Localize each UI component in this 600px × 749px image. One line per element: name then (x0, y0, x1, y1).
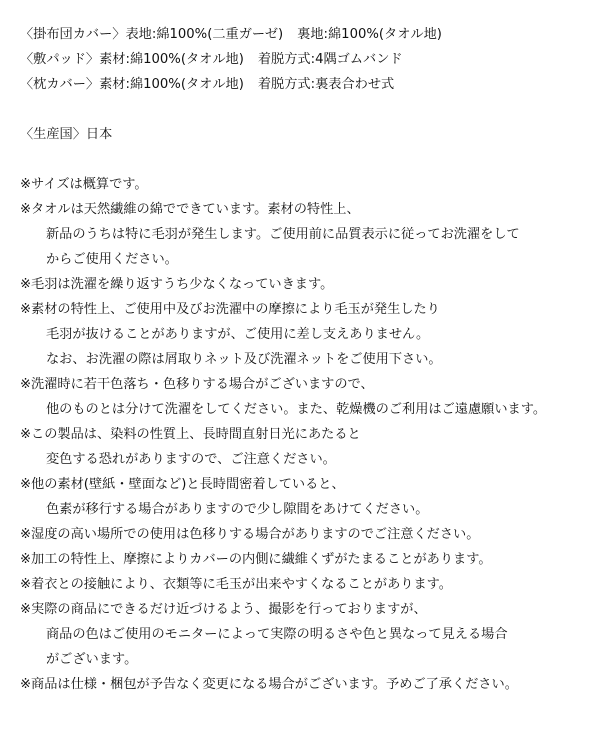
note-item (20, 422, 590, 472)
note-line: ※他の素材(壁紙・壁面など)と長時間密着していると、 (20, 477, 345, 492)
country-of-origin: 〈生産国〉日本 (20, 127, 113, 142)
note-line: ※毛羽は洗濯を繰り返すうち少なくなっていきます。 (20, 277, 334, 292)
note-line: ※タオルは天然繊維の綿でできています。素材の特性上、 (20, 202, 360, 217)
note-item (20, 672, 590, 697)
note-line: なお、お洗濯の際は屑取りネット及び洗濯ネットをご使用下さい。 (46, 352, 442, 367)
note-line: ※商品は仕様・梱包が予告なく変更になる場合がございます。予めご了承ください。 (20, 677, 518, 692)
note-line: 商品の色はご使用のモニターによって実際の明るさや色と異なって見える場合 (46, 627, 508, 642)
note-item (20, 172, 590, 197)
note-line: ※着衣との接触により、衣類等に毛玉が出来やすくなることがあります。 (20, 577, 452, 592)
spec-duvet-cover-inner: 裏地:綿100%(タオル地) (297, 27, 442, 42)
spec-line-pillow-cover (20, 72, 590, 97)
note-line: ※湿度の高い場所での使用は色移りする場合がありますのでご注意ください。 (20, 527, 480, 542)
spec-pillow-cover-attachment: 着脱方式:裏表合わせ式 (257, 77, 395, 92)
spec-bed-pad-material: 〈敷パッド〉素材:綿100%(タオル地) (20, 52, 244, 67)
note-item (20, 547, 590, 572)
note-item (20, 522, 590, 547)
spec-pillow-cover-material: 〈枕カバー〉素材:綿100%(タオル地) (20, 77, 244, 92)
note-item (20, 372, 590, 422)
note-line: からご使用ください。 (46, 252, 178, 267)
spec-line-bed-pad (20, 47, 590, 72)
spec-bed-pad-attachment: 着脱方式:4隅ゴムバンド (257, 52, 403, 67)
note-line: ※サイズは概算です。 (20, 177, 148, 192)
note-line: 他のものとは分けて洗濯をしてください。また、乾燥機のご利用はご遠慮願います。 (46, 402, 547, 417)
note-item (20, 572, 590, 597)
note-item (20, 597, 590, 672)
note-line: 新品のうちは特に毛羽が発生します。ご使用前に品質表示に従ってお洗濯をして (46, 227, 520, 242)
material-specs (20, 22, 590, 97)
spec-duvet-cover-outer: 〈掛布団カバー〉表地:綿100%(二重ガーゼ) (20, 27, 284, 42)
note-item (20, 472, 590, 522)
note-line: 色素が移行する場合がありますので少し隙間をあけてください。 (46, 502, 429, 517)
note-item (20, 272, 590, 297)
note-line: 変色する恐れがありますので、ご注意ください。 (46, 452, 336, 467)
note-line: ※素材の特性上、ご使用中及びお洗濯中の摩擦により毛玉が発生したり (20, 302, 440, 317)
note-item (20, 297, 590, 372)
note-line: ※洗濯時に若干色落ち・色移りする場合がございますので、 (20, 377, 374, 392)
note-line: ※加工の特性上、摩擦によりカバーの内側に繊維くずがたまることがあります。 (20, 552, 492, 567)
note-line: がございます。 (46, 652, 138, 667)
care-notes-list (20, 172, 590, 697)
note-item (20, 197, 590, 272)
note-line: ※この製品は、染料の性質上、長時間直射日光にあたると (20, 427, 361, 442)
note-line: ※実際の商品にできるだけ近づけるよう、撮影を行っておりますが、 (20, 602, 427, 617)
note-line: 毛羽が抜けることがありますが、ご使用に差し支えありません。 (46, 327, 430, 342)
spec-line-duvet-cover (20, 22, 590, 47)
